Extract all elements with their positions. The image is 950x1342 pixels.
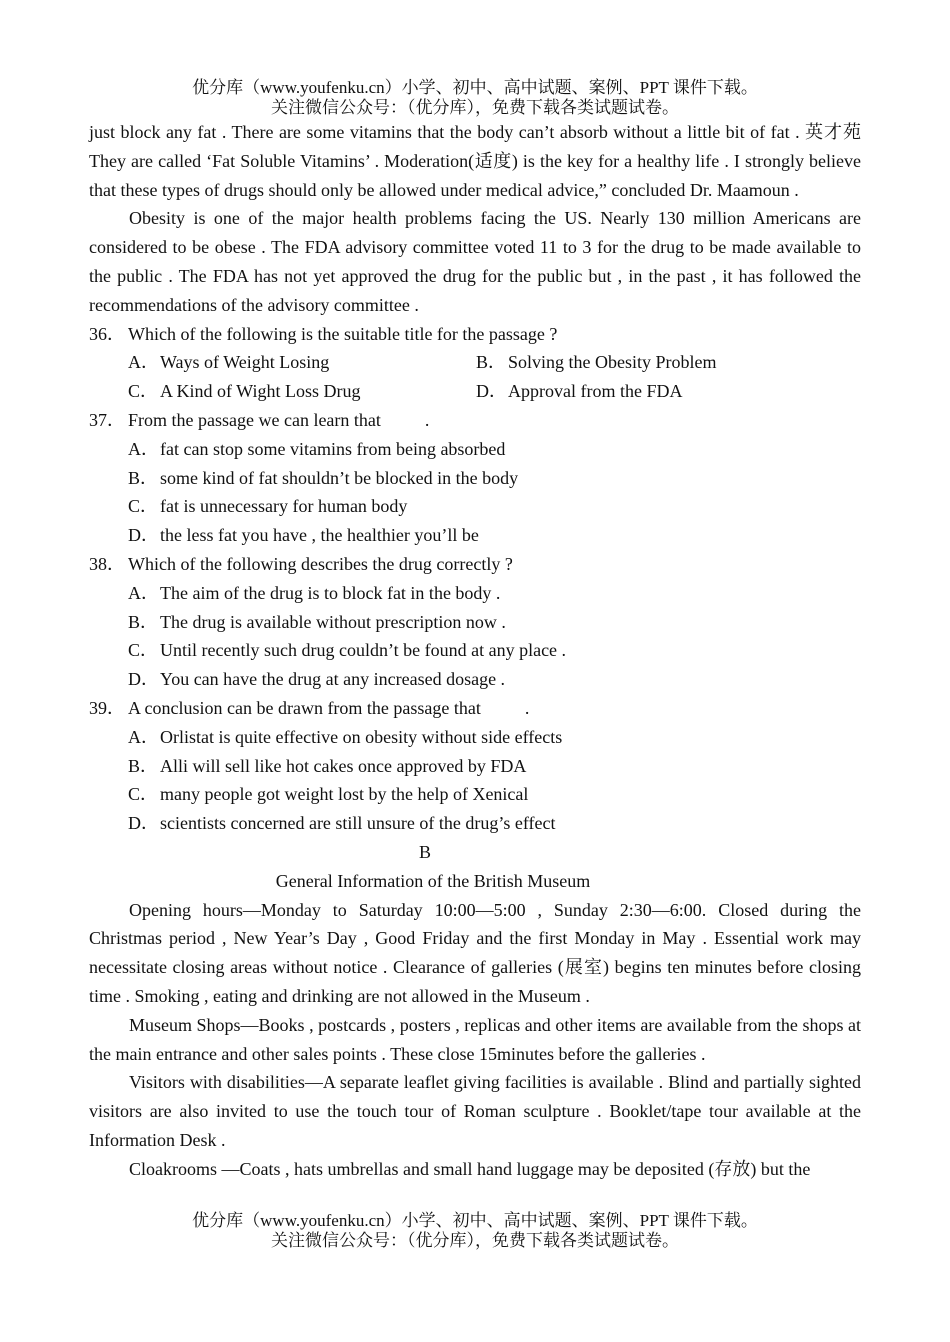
option-letter: C． bbox=[128, 381, 159, 402]
passage-b-paragraph-2: Museum Shops—Books , postcards , posters , replicas and other items are available from the shops at the main entrance and other sales points . These close 15minutes before the galleries . bbox=[89, 1014, 861, 1064]
option-text: The drug is available without prescription now . bbox=[160, 611, 506, 632]
footer-line-1: 优分库（www.youfenku.cn）小学、初中、高中试题、案例、PPT 课件下载。 bbox=[192, 1211, 758, 1230]
passage-b-paragraph-1: Opening hours—Monday to Saturday 10:00—5:00 , Sunday 2:30—6:00. Closed during the Christmas period , New Year’s Day , Good Friday and the first Monday in May . Essential work may necessitate closing areas without notice . Clearance of galleries (展室) begins ten minutes before closing time . Smoking , eating and drinking are not allowed in the Museum . bbox=[89, 899, 861, 1006]
footer-line-2: 关注微信公众号：（优分库），免费下载各类试题试卷。 bbox=[271, 1231, 679, 1250]
option-text: the less fat you have , the healthier you’ll be bbox=[160, 525, 479, 546]
option-letter: D． bbox=[128, 669, 159, 690]
option-letter: B． bbox=[128, 467, 159, 488]
option-text: You can have the drug at any increased dosage . bbox=[160, 669, 506, 690]
option-b bbox=[89, 464, 861, 493]
option-a bbox=[89, 435, 861, 464]
option-b bbox=[89, 608, 861, 637]
question-36 bbox=[89, 320, 861, 349]
passage-a-paragraph-1: just block any fat . There are some vitamins that the body can’t absorb without a little bit of fat . 英才苑 They are called ‘Fat Soluble Vitamins’ . Moderation(适度) is the key for a healthy life . I strongly believe that these types of drugs should only be allowed under medical advice,” concluded Dr. Maamoun . bbox=[89, 122, 861, 200]
option-a bbox=[128, 348, 476, 377]
question-end: . bbox=[424, 409, 430, 430]
option-b bbox=[89, 752, 861, 781]
section-letter: B bbox=[418, 841, 431, 862]
passage-b-paragraph-3: Visitors with disabilities—A separate leaflet giving facilities is available . Blind and partially sighted visitors are also invited to use the touch tour of Roman sculpture . Booklet/tape tour available at the Information Desk . bbox=[89, 1072, 861, 1150]
option-text: Orlistat is quite effective on obesity without side effects bbox=[160, 726, 563, 747]
option-text: Until recently such drug couldn’t be found at any place . bbox=[160, 640, 567, 661]
option-text: Alli will sell like hot cakes once approved by FDA bbox=[160, 755, 527, 776]
question-number: 39． bbox=[89, 697, 125, 718]
question-text: Which of the following describes the drug correctly ? bbox=[128, 553, 513, 574]
header-line-2: 关注微信公众号：（优分库），免费下载各类试题试卷。 bbox=[271, 98, 679, 117]
option-letter: B． bbox=[476, 352, 507, 373]
option-text: Ways of Weight Losing bbox=[160, 352, 330, 373]
question-36-options-row-1 bbox=[89, 348, 861, 377]
option-letter: B． bbox=[128, 755, 159, 776]
option-text: fat is unnecessary for human body bbox=[160, 496, 408, 517]
question-39 bbox=[89, 694, 861, 723]
document-body bbox=[89, 118, 861, 1183]
option-text: Solving the Obesity Problem bbox=[508, 352, 717, 373]
option-letter: B． bbox=[128, 611, 159, 632]
question-end: . bbox=[524, 697, 530, 718]
option-d bbox=[89, 665, 861, 694]
option-text: some kind of fat shouldn’t be blocked in the body bbox=[160, 467, 519, 488]
option-letter: D． bbox=[476, 381, 507, 402]
option-letter: A． bbox=[128, 438, 159, 459]
passage-b-title: General Information of the British Museum bbox=[275, 870, 591, 891]
option-d bbox=[476, 377, 682, 406]
passage-b-paragraph-4: Cloakrooms —Coats , hats umbrellas and small hand luggage may be deposited (存放) but the bbox=[129, 1158, 811, 1179]
option-text: The aim of the drug is to block fat in the body . bbox=[160, 582, 501, 603]
option-d bbox=[89, 521, 861, 550]
page-footer bbox=[0, 1211, 950, 1251]
option-a bbox=[89, 579, 861, 608]
option-text: scientists concerned are still unsure of the drug’s effect bbox=[160, 813, 556, 834]
option-c bbox=[128, 377, 476, 406]
question-text: Which of the following is the suitable title for the passage ? bbox=[128, 323, 558, 344]
option-text: Approval from the FDA bbox=[508, 381, 683, 402]
option-letter: A． bbox=[128, 726, 159, 747]
page-header bbox=[0, 78, 950, 118]
option-text: A Kind of Wight Loss Drug bbox=[160, 381, 361, 402]
option-d bbox=[89, 809, 861, 838]
option-letter: D． bbox=[128, 525, 159, 546]
question-text: A conclusion can be drawn from the passage that bbox=[128, 697, 481, 718]
option-letter: A． bbox=[128, 352, 159, 373]
question-number: 36． bbox=[89, 323, 125, 344]
option-c bbox=[89, 636, 861, 665]
option-text: many people got weight lost by the help of Xenical bbox=[160, 784, 529, 805]
option-text: fat can stop some vitamins from being absorbed bbox=[160, 438, 506, 459]
question-text: From the passage we can learn that bbox=[128, 409, 381, 430]
question-37 bbox=[89, 406, 861, 435]
question-number: 37． bbox=[89, 409, 125, 430]
option-letter: A． bbox=[128, 582, 159, 603]
option-b bbox=[476, 348, 717, 377]
option-letter: D． bbox=[128, 813, 159, 834]
option-letter: C． bbox=[128, 640, 159, 661]
header-line-1: 优分库（www.youfenku.cn）小学、初中、高中试题、案例、PPT 课件下载。 bbox=[192, 78, 758, 97]
option-letter: C． bbox=[128, 496, 159, 517]
option-letter: C． bbox=[128, 784, 159, 805]
question-36-options-row-2 bbox=[89, 377, 861, 406]
question-number: 38． bbox=[89, 553, 125, 574]
passage-a-paragraph-2: Obesity is one of the major health problems facing the US. Nearly 130 million Americans are considered to be obese . The FDA advisory committee voted 11 to 3 for the drug to be made available to the public . The FDA has not yet approved the drug for the public but , in the past , it has followed the recommendations of the advisory committee . bbox=[89, 208, 861, 315]
option-c bbox=[89, 780, 861, 809]
option-c bbox=[89, 492, 861, 521]
option-a bbox=[89, 723, 861, 752]
question-38 bbox=[89, 550, 861, 579]
